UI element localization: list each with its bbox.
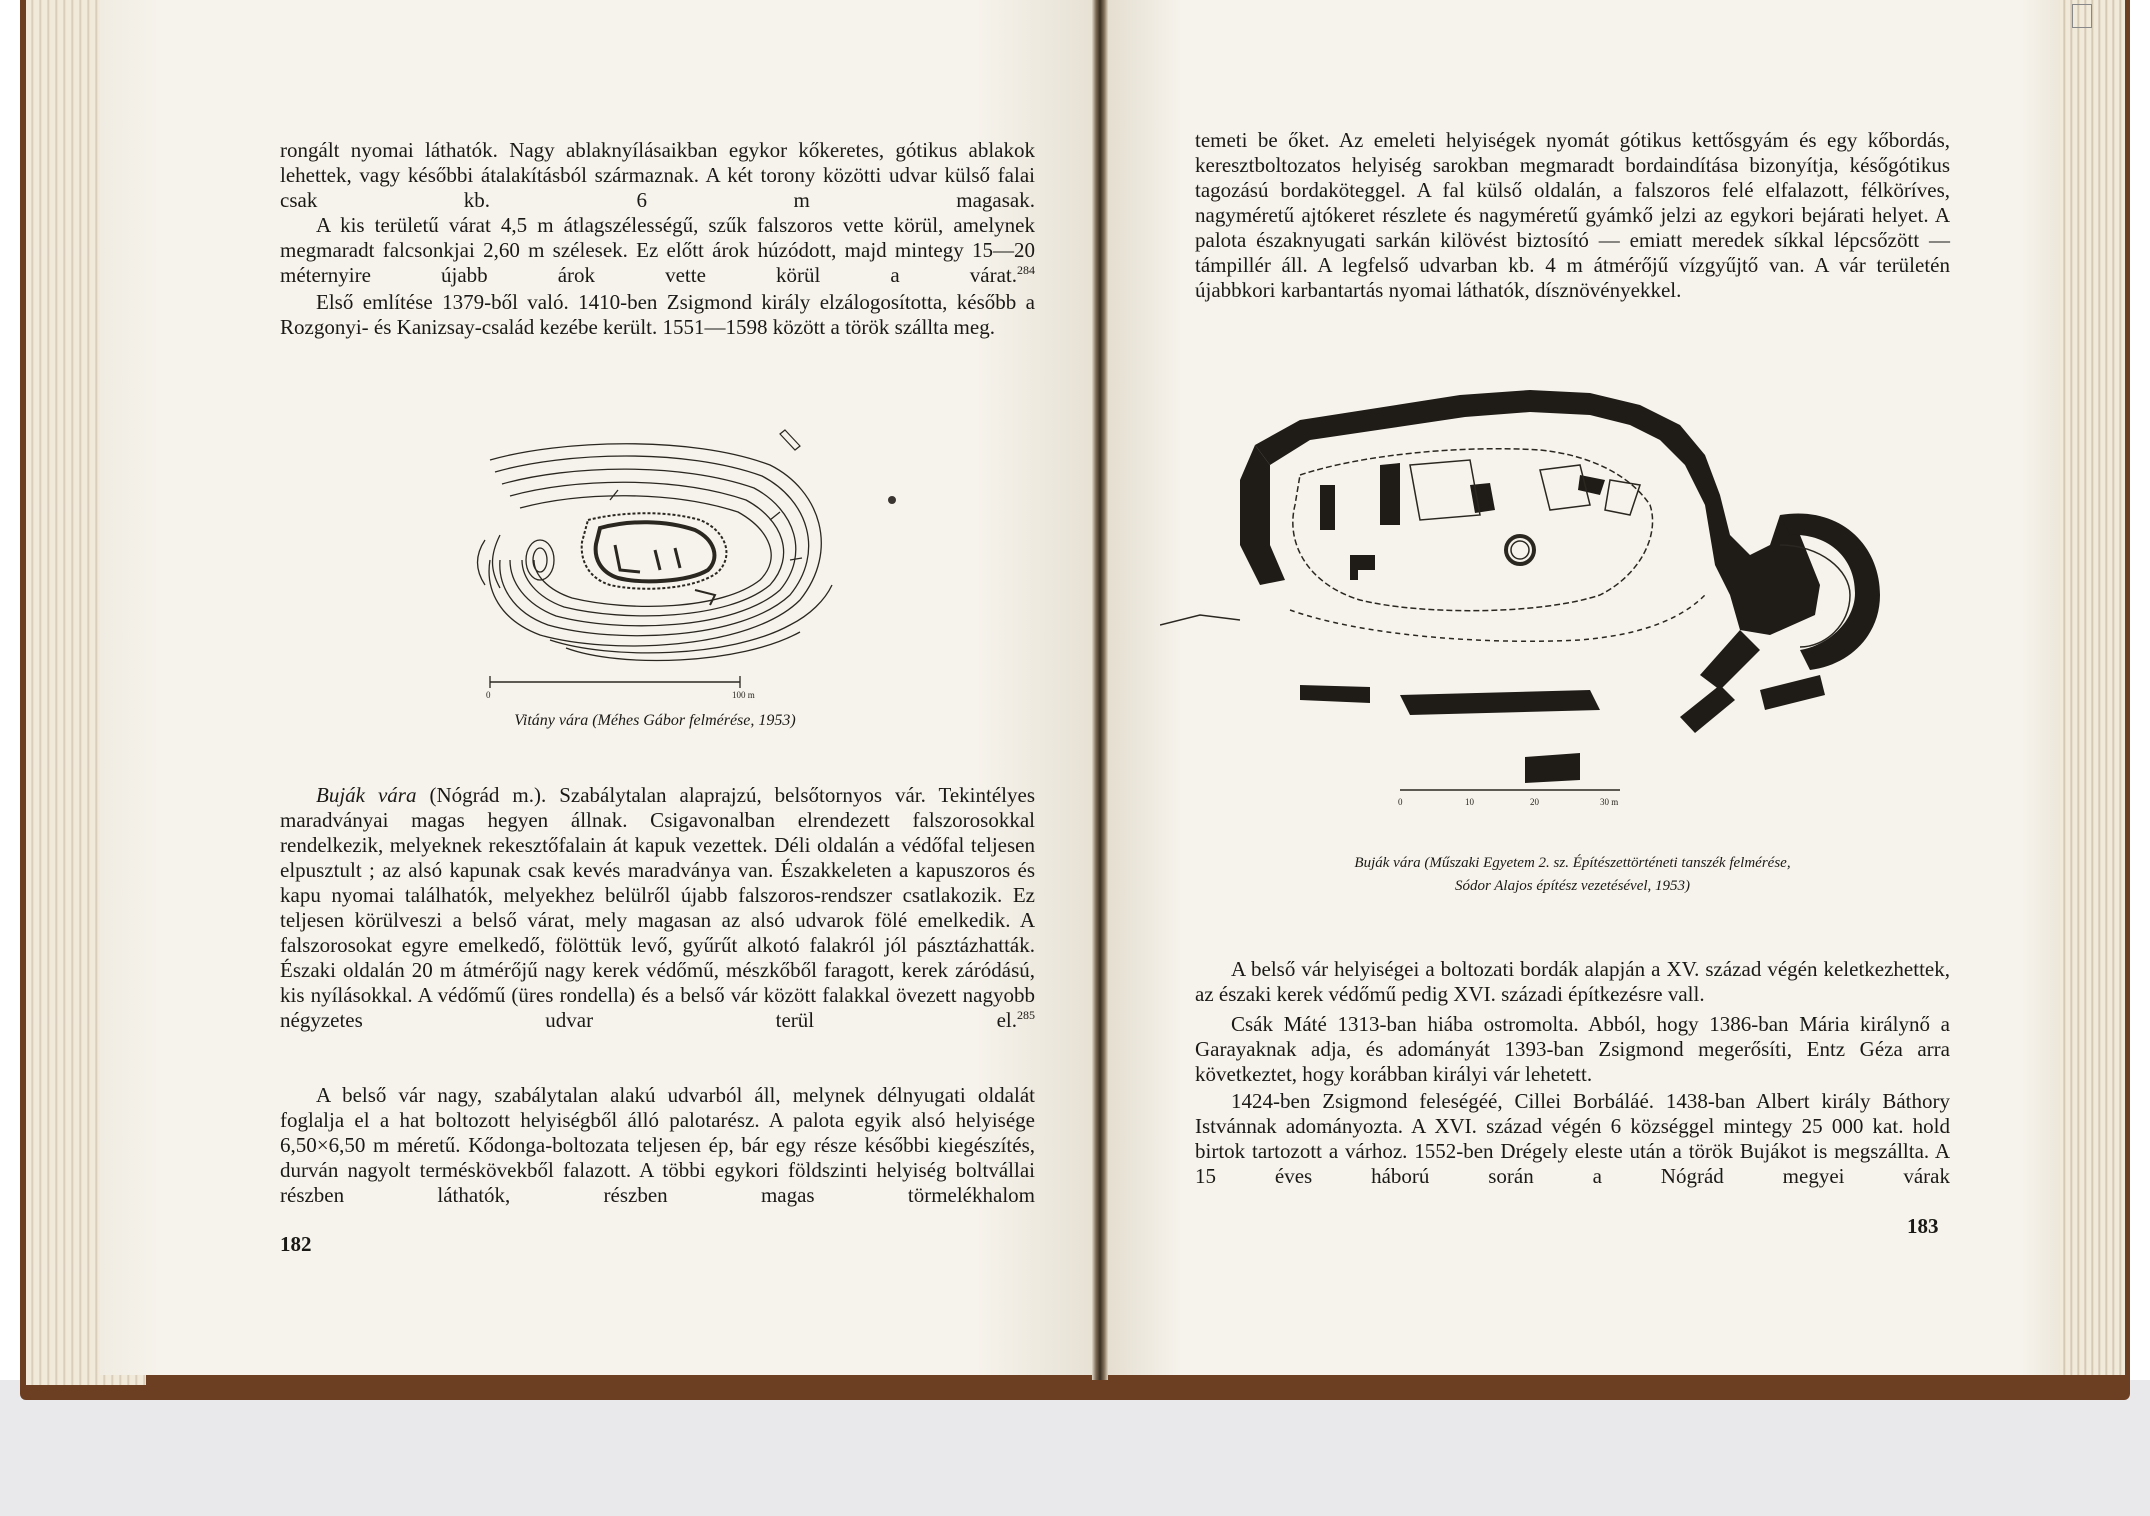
vitany-scale-start: 0: [486, 690, 491, 700]
footnote-ref-285: 285: [1017, 1008, 1035, 1022]
bujak-scale-20: 20: [1530, 797, 1539, 807]
right-paragraph-2: A belső vár helyiségei a boltozati bordák alapján a XV. század végén keletkezhettek, az északi kerek védőmű pedig XVI. századi építkezésre vall.: [1195, 957, 1950, 1006]
bujak-scale-30: 30 m: [1600, 797, 1619, 807]
left-paragraph-1: rongált nyomai láthatók. Nagy ablaknyílásaikban egykor kőkeretes, gótikus ablakok lehettek, vagy későbbi átalakításból származnak. A két torony közötti udvar külső falai csak kb. 6 m magasak.: [280, 138, 1035, 212]
bujak-castle-plan: [1160, 385, 1990, 825]
right-paragraph-1: temeti be őket. Az emeleti helyiségek nyomát gótikus kettősgyám és egy kőbordás, keresztboltozatos helyiség sarokban megmaradt bordaindítása bizonyítja, későgótikus tagozású bordaköteggel. A fal külső oldalán, a falszoros felé elfalazott, félköríves, nagyméretű ajtókeret részlete és nagyméretű gyámkő jelzi az egykori bejárati helyet. A palota északnyugati sarkán kilövést biztosító — emiatt meredek síkkal lépcsőzött — támpillér áll. A legfelső udvarban kb. 4 m átmérőjű vízgyűjtő van. A vár területén újabbkori karbantartás nyomai láthatók, dísznövényekkel.: [1195, 128, 1950, 302]
bujak-name: Buják vára: [316, 783, 417, 807]
right-paragraph-3: Csák Máté 1313-ban hiába ostromolta. Abból, hogy 1386-ban Mária királynő a Garayaknak adja, és adományát 1393-ban Zsigmond megerősíti, Entz Géza arra következtet, hogy korábban királyi vár lehetett.: [1195, 1012, 1950, 1086]
vitany-castle-plan: [470, 420, 860, 700]
bujak-scale-10: 10: [1465, 797, 1474, 807]
bujak-scale-0: 0: [1398, 797, 1403, 807]
left-page-number: 182: [280, 1232, 312, 1256]
scanner-bed: [0, 1380, 2150, 1516]
bujak-figure-caption-line-2: Sódor Alajos építész vezetésével, 1953): [1454, 878, 1691, 894]
left-paragraph-2: A kis területű várat 4,5 m átlagszélességű, szűk falszoros vette körül, amelynek megmaradt falcsonkjai 2,60 m szélesek. Ez előtt árok húzódott, majd mintegy 15—20 méternyire újabb árok vette körül a várat.$^{284}$: [280, 213, 1035, 287]
left-paragraph-5: A belső vár nagy, szabálytalan alakú udvarból áll, melynek délnyugati oldalát foglalja el a hat boltozott helyiségből álló palotarész. A palota egyik alsó helyisége 6,50×6,50 m méretű. Kődonga-boltozata teljesen ép, bár egy része későbbi kiegészítés, durván nagyolt terméskövekből falazott. A többi egykori földszinti helyiség boltvállai részben láthatók, részben magas törmelékhalom: [280, 1083, 1035, 1207]
left-paragraph-4: Buják vára (Nógrád m.). Szabálytalan alaprajzú, belsőtornyos vár. Tekintélyes maradványai magas hegyen állnak. Csigavonalban elrendezett falszorosokkal rendelkezik, melyeknek rekesztőfalain át kapuk vezettek. Déli oldalán a védőfal teljesen elpusztult ; az alsó kapunak csak kevés maradványa van. Északkeleten a kapuszoros és kapu nyomai találhatók, melyekhez belülről újabb falszoros-rendszer csatlakozik. Ez teljesen körülveszi a belső várat, mely magasan az alsó udvarok fölé emelkedik. A falszorosokat egyre emelkedő, fölöttük levő, gyűrűt alkotó falakról jól pásztázhatták. Északi oldalán 20 m átmérőjű nagy kerek védőmű, mészkőből faragott, kerek záródású, kis nyílásokkal. A védőmű (üres rondella) és a belső vár között falakkal övezett nagyobb négyzetes udvar terül el.$^{285}$: [280, 783, 1035, 1032]
right-paragraph-4: 1424-ben Zsigmond feleségéé, Cillei Borbáláé. 1438-ban Albert király Báthory Istvánnak adományozta. A XVI. század végén 6 községgel mintegy 25 000 kat. hold birtok tartozott a várhoz. 1552-ben Drégely eleste után a török Bujákot is megszállta. A 15 éves háború során a Nógrád megyei várak: [1195, 1089, 1950, 1188]
bujak-figure-caption-line-1: Buják vára (Műszaki Egyetem 2. sz. Építészettörténeti tanszék felmérése,: [1354, 855, 1791, 871]
vitany-figure-caption: Vitány vára (Méhes Gábor felmérése, 1953): [514, 712, 796, 729]
footnote-ref-284: 284: [1017, 263, 1035, 277]
vitany-scale-end: 100 m: [732, 690, 755, 700]
stray-dot: [888, 496, 896, 504]
right-page-number: 183: [1907, 1214, 1939, 1238]
corner-marker: [2072, 4, 2092, 28]
left-paragraph-3: Első említése 1379-ből való. 1410-ben Zsigmond király elzálogosította, később a Rozgonyi- és Kanizsay-család kezébe került. 1551—1598 között a török szállta meg.: [280, 290, 1035, 339]
book-gutter: [1092, 0, 1108, 1380]
